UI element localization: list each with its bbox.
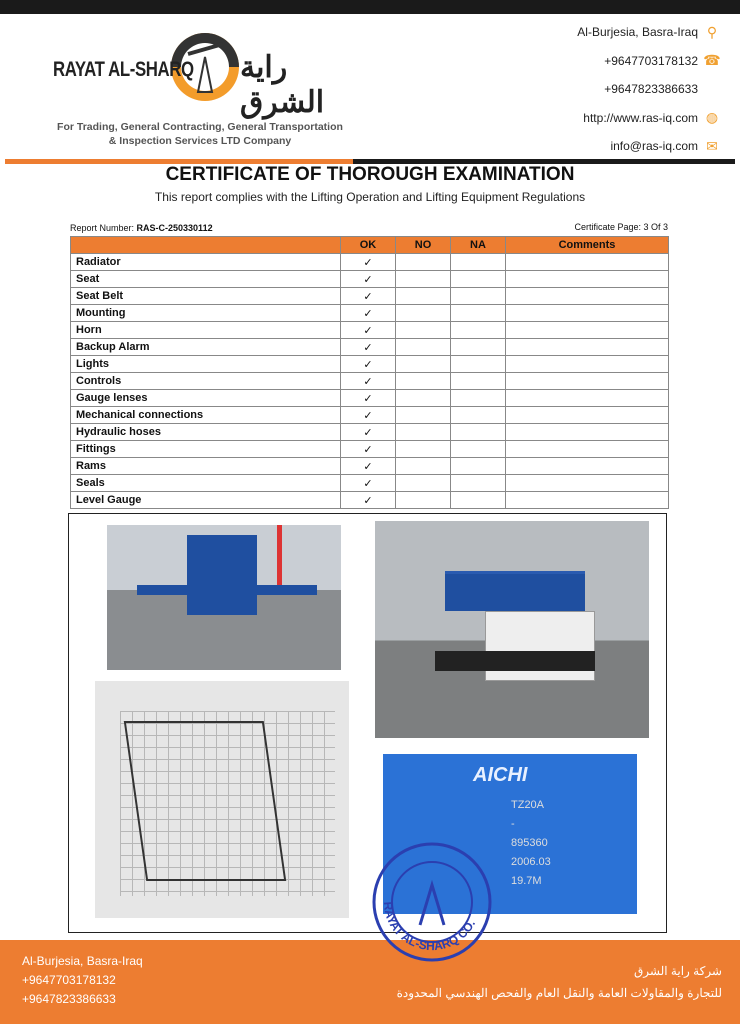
item-name: Mechanical connections: [71, 407, 341, 424]
photo-load-chart: [95, 681, 349, 918]
column-header: NO: [396, 237, 451, 254]
no-cell: [396, 492, 451, 509]
table-row: [71, 356, 669, 373]
contact-info: [577, 18, 720, 161]
item-name: Mounting: [71, 305, 341, 322]
ok-check: ✓: [341, 305, 396, 322]
page-title: CERTIFICATE OF THOROUGH EXAMINATION: [165, 164, 575, 185]
na-cell: [451, 373, 506, 390]
no-cell: [396, 441, 451, 458]
report-number-value: RAS-C-250330112: [136, 223, 213, 233]
footer-phone: +9647703178132: [22, 973, 116, 987]
ok-check: ✓: [341, 475, 396, 492]
na-cell: [451, 339, 506, 356]
na-cell: [451, 475, 506, 492]
no-cell: [396, 424, 451, 441]
mail-icon: ✉: [706, 137, 718, 154]
ok-check: ✓: [341, 271, 396, 288]
stamp-text: RAYAT AL-SHARQ CO.: [380, 900, 479, 954]
ok-check: ✓: [341, 492, 396, 509]
ok-check: ✓: [341, 339, 396, 356]
ok-check: ✓: [341, 458, 396, 475]
photo-truck-side: [375, 521, 649, 738]
comments-cell: [506, 475, 669, 492]
comments-cell: [506, 373, 669, 390]
item-name: Horn: [71, 322, 341, 339]
phone: +9647823386633: [604, 82, 698, 97]
ok-check: ✓: [341, 373, 396, 390]
na-cell: [451, 288, 506, 305]
comments-cell: [506, 492, 669, 509]
company-logo: [50, 22, 350, 152]
location-pin-icon: ⚲: [706, 23, 718, 40]
footer-phone: +9647823386633: [22, 992, 116, 1006]
inspection-table: [70, 236, 669, 509]
no-cell: [396, 305, 451, 322]
report-number: [70, 223, 213, 233]
table-row: [71, 288, 669, 305]
na-cell: [451, 390, 506, 407]
email-link[interactable]: info@ras-iq.com: [610, 139, 698, 154]
na-cell: [451, 356, 506, 373]
na-cell: [451, 271, 506, 288]
comments-cell: [506, 441, 669, 458]
column-header: [71, 237, 341, 254]
website-link[interactable]: http://www.ras-iq.com: [583, 110, 698, 125]
comments-cell: [506, 288, 669, 305]
no-cell: [396, 288, 451, 305]
nameplate-serial: 895360: [511, 837, 548, 849]
table-row: [71, 407, 669, 424]
no-cell: [396, 373, 451, 390]
na-cell: [451, 458, 506, 475]
comments-cell: [506, 339, 669, 356]
item-name: Seat: [71, 271, 341, 288]
logo-text-en: RAYAT AL-SHARQ: [53, 58, 194, 81]
address: Al-Burjesia, Basra-Iraq: [577, 25, 698, 40]
report-number-label: Report Number:: [70, 223, 137, 233]
na-cell: [451, 441, 506, 458]
item-name: Hydraulic hoses: [71, 424, 341, 441]
item-name: Seat Belt: [71, 288, 341, 305]
table-row: [71, 424, 669, 441]
table-row: [71, 458, 669, 475]
table-row: [71, 271, 669, 288]
item-name: Gauge lenses: [71, 390, 341, 407]
na-cell: [451, 492, 506, 509]
no-cell: [396, 271, 451, 288]
page-subtitle: This report complies with the Lifting Operation and Lifting Equipment Regulations: [154, 190, 586, 204]
top-bar: [0, 0, 740, 14]
item-name: Fittings: [71, 441, 341, 458]
ok-check: ✓: [341, 441, 396, 458]
no-cell: [396, 356, 451, 373]
tagline: & Inspection Services LTD Company: [108, 135, 292, 147]
na-cell: [451, 322, 506, 339]
comments-cell: [506, 271, 669, 288]
table-row: [71, 373, 669, 390]
photo-rear-view: [107, 525, 341, 670]
item-name: Backup Alarm: [71, 339, 341, 356]
ok-check: ✓: [341, 356, 396, 373]
nameplate-brand: AICHI: [473, 764, 528, 786]
globe-icon: ◍: [705, 109, 719, 126]
photo-nameplate: AICHI TZ20A - 895360 2006.03 19.7M: [383, 754, 637, 914]
nameplate-model: TZ20A: [511, 799, 545, 811]
comments-cell: [506, 458, 669, 475]
footer-company-ar: شركة راية الشرق: [633, 964, 722, 978]
ok-check: ✓: [341, 322, 396, 339]
tagline: For Trading, General Contracting, General Transportation: [57, 121, 343, 133]
phone: +9647703178132: [604, 53, 698, 68]
footer-address: Al-Burjesia, Basra-Iraq: [22, 954, 143, 968]
comments-cell: [506, 322, 669, 339]
ok-check: ✓: [341, 254, 396, 271]
nameplate-date: 2006.03: [511, 856, 551, 868]
item-name: Level Gauge: [71, 492, 341, 509]
table-row: [71, 492, 669, 509]
spacer: [704, 81, 720, 97]
no-cell: [396, 322, 451, 339]
ok-check: ✓: [341, 424, 396, 441]
column-header: Comments: [506, 237, 669, 254]
table-row: [71, 390, 669, 407]
comments-cell: [506, 407, 669, 424]
nameplate-height: 19.7M: [511, 875, 542, 887]
column-header: NA: [451, 237, 506, 254]
table-row: [71, 305, 669, 322]
no-cell: [396, 407, 451, 424]
table-row: [71, 254, 669, 271]
na-cell: [451, 424, 506, 441]
no-cell: [396, 254, 451, 271]
item-name: Lights: [71, 356, 341, 373]
no-cell: [396, 458, 451, 475]
comments-cell: [506, 305, 669, 322]
table-row: [71, 441, 669, 458]
no-cell: [396, 475, 451, 492]
phone-icon: ☎: [703, 52, 721, 69]
na-cell: [451, 254, 506, 271]
comments-cell: [506, 424, 669, 441]
no-cell: [396, 339, 451, 356]
na-cell: [451, 407, 506, 424]
na-cell: [451, 305, 506, 322]
logo-text-ar: راية الشرق: [240, 51, 325, 119]
comments-cell: [506, 390, 669, 407]
photo-panel: [68, 513, 667, 933]
item-name: Seals: [71, 475, 341, 492]
ok-check: ✓: [341, 407, 396, 424]
certificate-page: Certificate Page: 3 Of 3: [574, 222, 668, 232]
no-cell: [396, 390, 451, 407]
item-name: Controls: [71, 373, 341, 390]
table-row: [71, 339, 669, 356]
ok-check: ✓: [341, 288, 396, 305]
comments-cell: [506, 254, 669, 271]
item-name: Rams: [71, 458, 341, 475]
table-row: [71, 322, 669, 339]
ok-check: ✓: [341, 390, 396, 407]
company-stamp: [370, 840, 495, 965]
column-header: OK: [341, 237, 396, 254]
item-name: Radiator: [71, 254, 341, 271]
comments-cell: [506, 356, 669, 373]
footer-tagline-ar: للتجارة والمقاولات العامة والنقل العام والفحص الهندسي المحدودة: [396, 986, 722, 1000]
table-row: [71, 475, 669, 492]
